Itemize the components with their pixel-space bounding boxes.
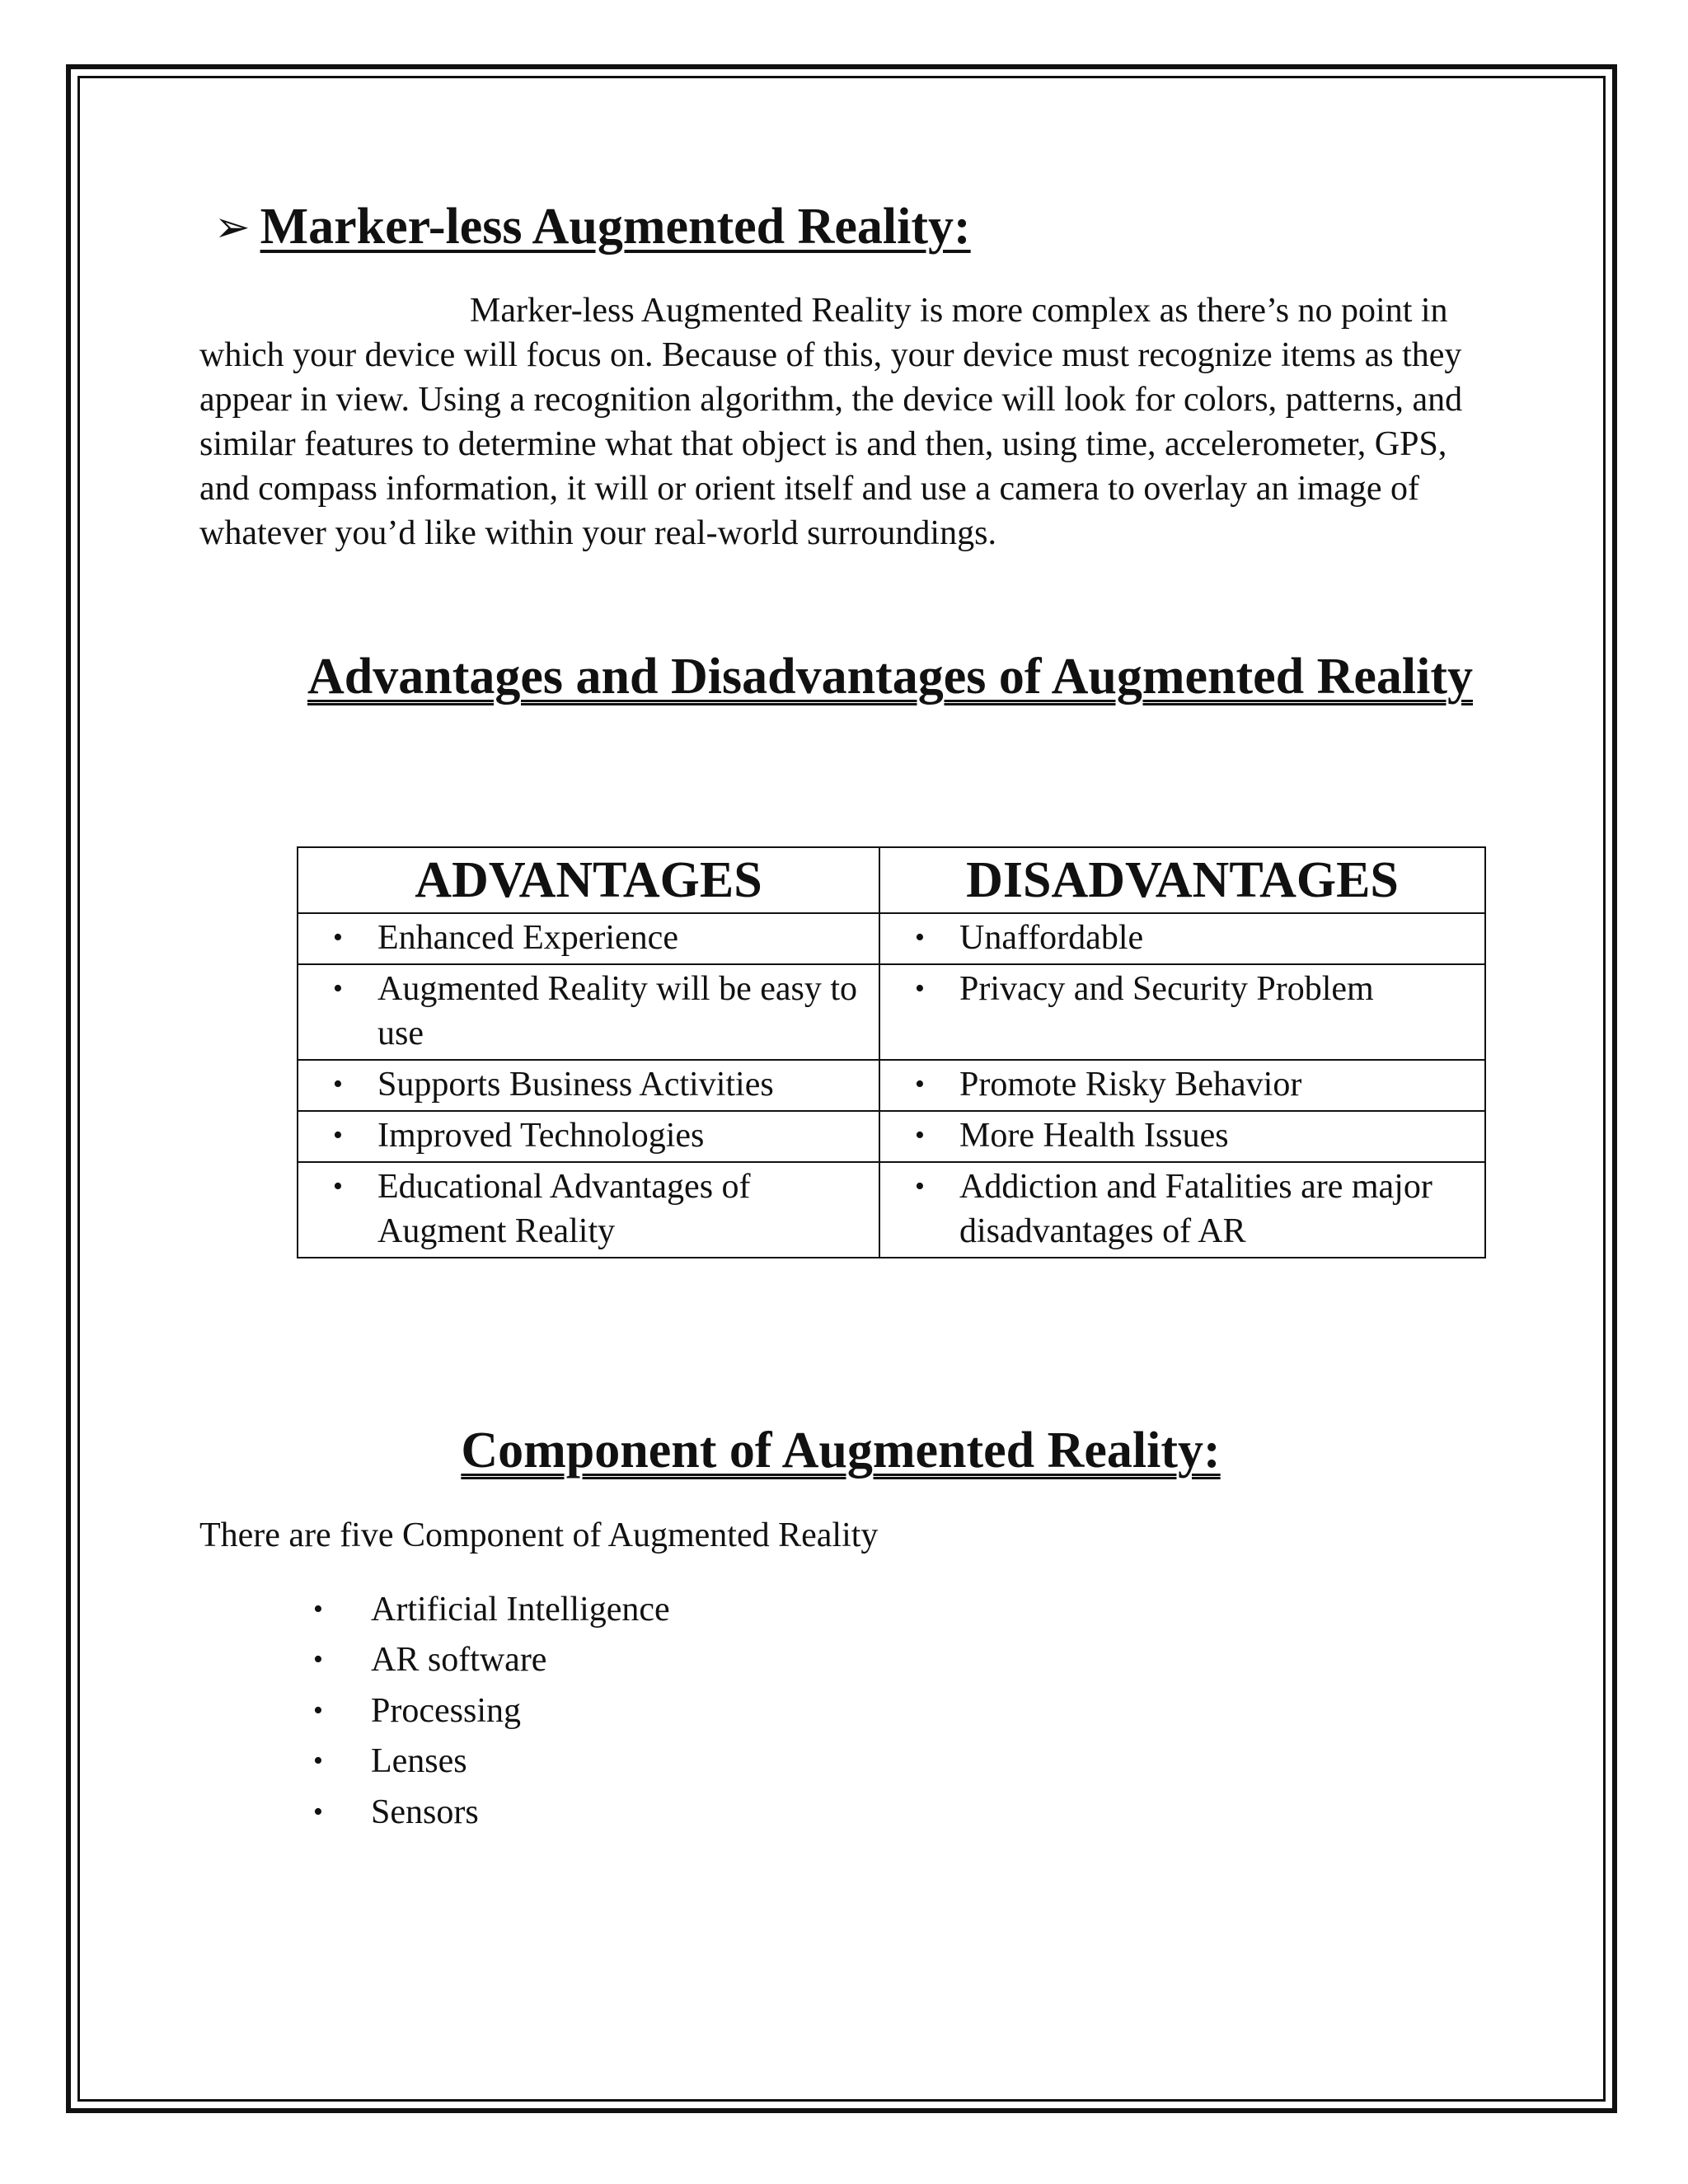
table-header-row xyxy=(298,847,1485,913)
advantage-cell xyxy=(298,1060,879,1111)
list-item xyxy=(313,1787,670,1838)
disadvantage-cell xyxy=(879,1060,1485,1111)
advantage-text: Augmented Reality will be easy to use xyxy=(377,970,858,1052)
bullet-icon: • xyxy=(313,1796,323,1827)
disadvantage-cell xyxy=(879,964,1485,1060)
bullet-icon: • xyxy=(333,1120,343,1151)
advantage-text: Enhanced Experience xyxy=(377,919,678,957)
table-row xyxy=(298,1060,1485,1111)
list-item xyxy=(313,1635,670,1686)
header-advantages: ADVANTAGES xyxy=(298,847,879,913)
bullet-icon: • xyxy=(915,973,925,1004)
component-label: Lenses xyxy=(371,1742,467,1781)
markerless-heading-text: Marker-less Augmented Reality: xyxy=(260,199,971,255)
advantage-cell xyxy=(298,913,879,964)
advantage-text: Supports Business Activities xyxy=(377,1066,774,1104)
component-label: AR software xyxy=(371,1641,547,1680)
advantage-text: Educational Advantages of Augment Reality xyxy=(377,1168,751,1250)
list-item xyxy=(313,1736,670,1788)
disadvantage-text: More Health Issues xyxy=(959,1117,1229,1155)
components-intro: There are five Component of Augmented Reality xyxy=(199,1516,879,1554)
disadvantage-cell xyxy=(879,913,1485,964)
advantages-disadvantages-table xyxy=(297,846,1486,1258)
bullet-icon: • xyxy=(915,1120,925,1151)
bullet-icon: • xyxy=(313,1593,323,1624)
list-item xyxy=(313,1584,670,1635)
bullet-icon: • xyxy=(333,922,343,953)
advantages-disadvantages-heading: Advantages and Disadvantages of Augmented Reality xyxy=(307,649,1474,705)
disadvantage-cell xyxy=(879,1162,1485,1258)
markerless-paragraph: Marker-less Augmented Reality is more complex as there’s no point in which your device will focus on. Because of this, your device must recognize items as they appear in view. Using a recognition algorithm, the device will look for colors, patterns, and similar features to determine what that object is and then, using time, accelerometer, GPS, and compass information, it will or orient itself and use a camera to overlay an image of whatever you’d like within your real-world surroundings. xyxy=(199,292,1463,552)
disadvantage-text: Privacy and Security Problem xyxy=(959,970,1374,1008)
advantage-text: Improved Technologies xyxy=(377,1117,705,1155)
bullet-icon: • xyxy=(915,1171,925,1202)
disadvantage-text: Promote Risky Behavior xyxy=(959,1066,1302,1104)
disadvantage-text: Addiction and Fatalities are major disadvantages of AR xyxy=(959,1168,1432,1250)
advantage-cell xyxy=(298,1111,879,1162)
table-row xyxy=(298,964,1485,1060)
markerless-heading xyxy=(214,198,971,256)
bullet-icon: • xyxy=(915,1069,925,1099)
advantage-cell xyxy=(298,964,879,1060)
bullet-icon: • xyxy=(333,973,343,1004)
bullet-icon: • xyxy=(915,922,925,953)
bullet-icon: • xyxy=(333,1171,343,1202)
component-label: Processing xyxy=(371,1691,521,1730)
disadvantage-cell xyxy=(879,1111,1485,1162)
components-list xyxy=(313,1584,670,1838)
list-item xyxy=(313,1685,670,1736)
component-label: Sensors xyxy=(371,1793,479,1831)
components-heading: Component of Augmented Reality: xyxy=(461,1422,1221,1479)
header-disadvantages: DISADVANTAGES xyxy=(879,847,1485,913)
disadvantage-text: Unaffordable xyxy=(959,919,1144,957)
advantage-cell xyxy=(298,1162,879,1258)
table-row xyxy=(298,913,1485,964)
bullet-icon: • xyxy=(313,1746,323,1777)
bullet-icon: • xyxy=(313,1694,323,1726)
component-label: Artificial Intelligence xyxy=(371,1590,670,1629)
table-row xyxy=(298,1111,1485,1162)
bullet-icon: • xyxy=(333,1069,343,1099)
table-row xyxy=(298,1162,1485,1258)
arrow-bullet-icon: ➢ xyxy=(214,204,251,251)
bullet-icon: • xyxy=(313,1644,323,1675)
